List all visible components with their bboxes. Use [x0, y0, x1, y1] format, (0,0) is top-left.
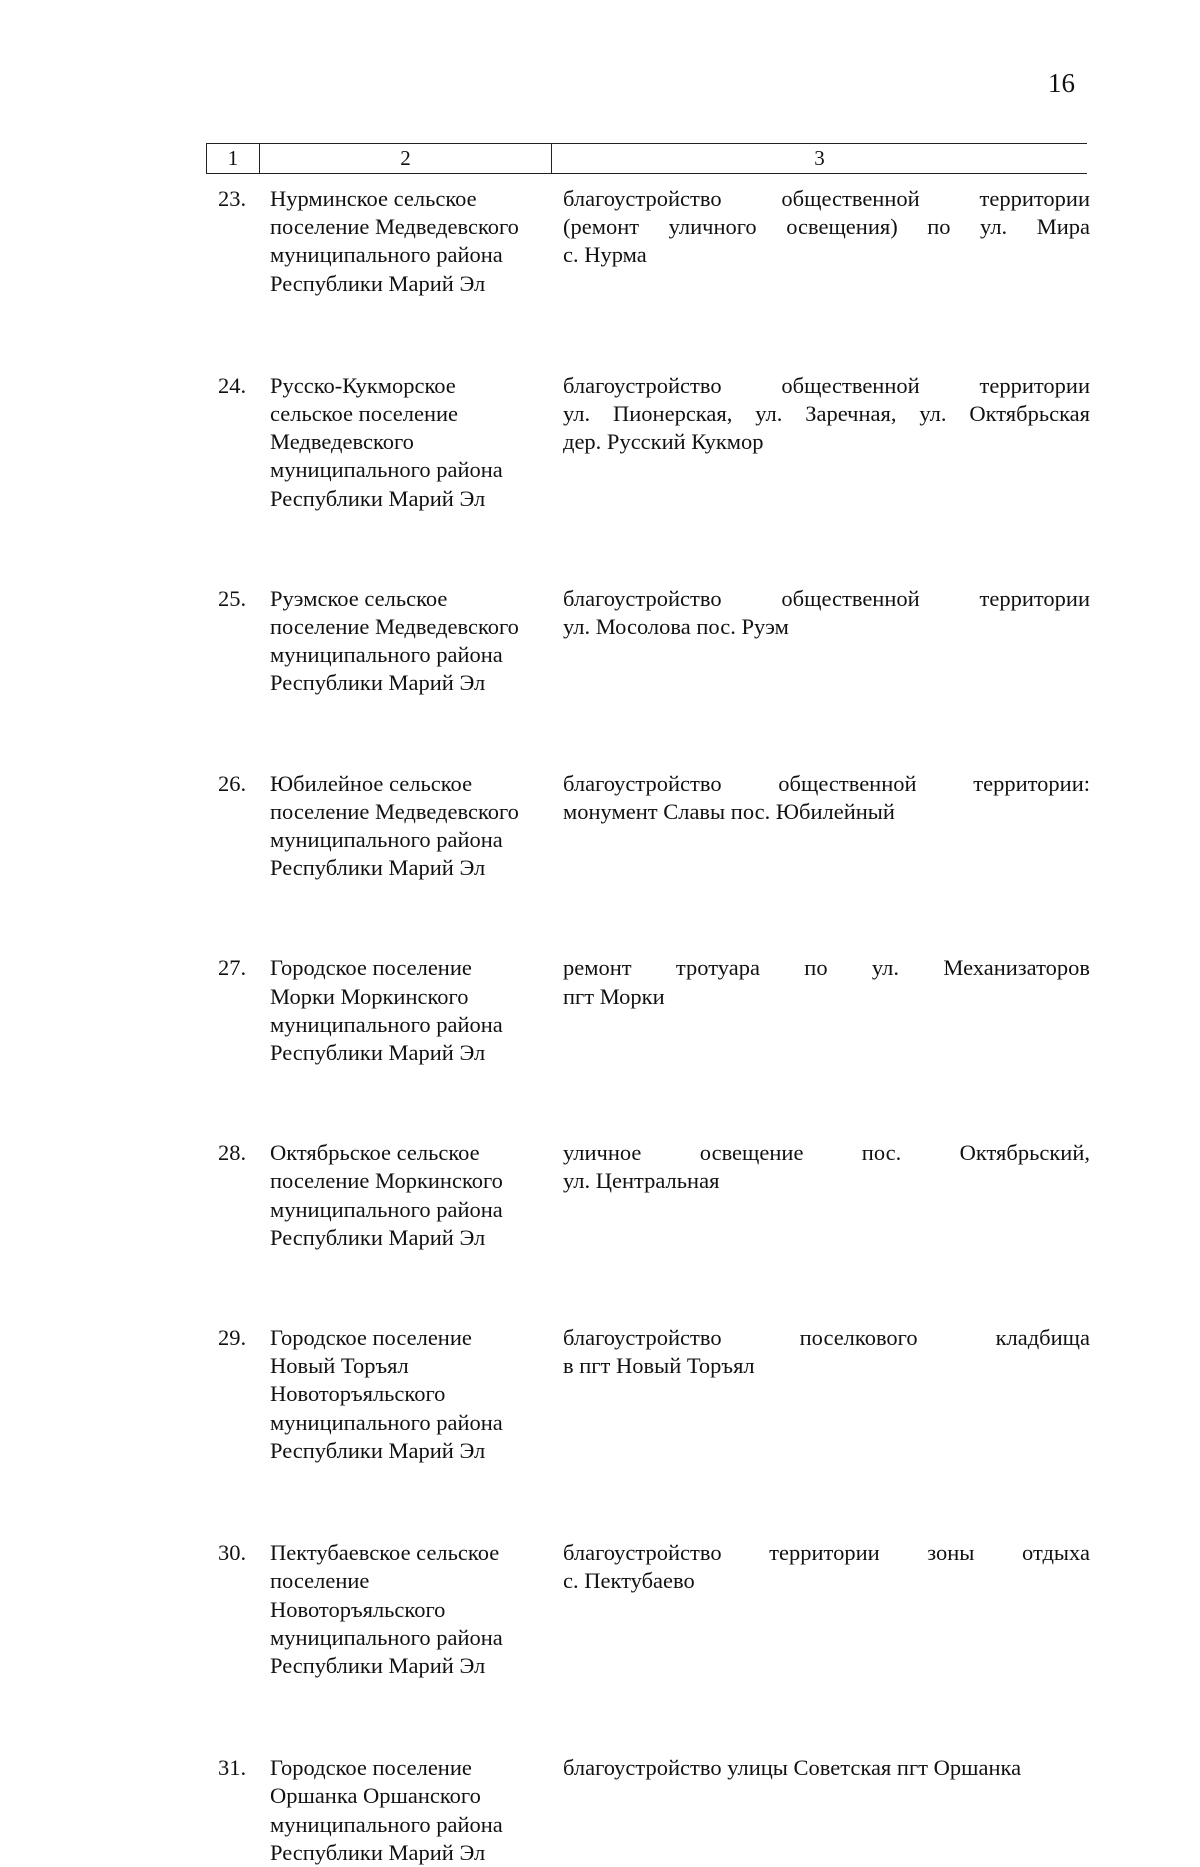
table-header: [206, 143, 1087, 174]
project-description-line: дер. Русский Кукмор: [563, 429, 764, 455]
settlement-name-line: Республики Марий Эл: [270, 270, 486, 296]
settlement-name-line: Городское поселение: [270, 955, 472, 981]
settlement-name-line: Городское поселение: [270, 1755, 472, 1781]
settlement-name: [258, 372, 549, 513]
project-description: [549, 585, 1090, 698]
project-description-line: с. Нурма: [563, 242, 647, 268]
settlement-name-line: поселение Медведевского: [270, 798, 519, 824]
project-description: [549, 1324, 1090, 1465]
settlement-name-line: муниципального района: [270, 1196, 503, 1222]
project-description-line: благоустройство общественной территории:: [563, 770, 1090, 796]
row-number: 25.: [218, 585, 247, 611]
project-description-line: (ремонт уличного освещения) по ул. Мира: [563, 214, 1090, 240]
row-number: 31.: [218, 1755, 247, 1781]
project-description: [549, 1539, 1090, 1680]
project-description: [549, 1139, 1090, 1252]
settlement-name-line: Октябрьское сельское: [270, 1140, 480, 1166]
row-number: 27.: [218, 955, 247, 981]
row-number: 30.: [218, 1540, 247, 1566]
project-description-line: монумент Славы пос. Юбилейный: [563, 798, 895, 824]
settlement-name-line: муниципального района: [270, 827, 503, 853]
settlement-name: [258, 185, 549, 298]
settlement-name-line: Республики Марий Эл: [270, 855, 486, 881]
table-row: [206, 770, 1090, 883]
project-description-line: с. Пектубаево: [563, 1568, 695, 1594]
row-number: 26.: [218, 770, 247, 796]
settlement-name-line: Новый Торъял: [270, 1353, 409, 1379]
header-col-2: 2: [260, 144, 552, 173]
settlement-name-line: Оршанка Оршанского: [270, 1783, 481, 1809]
settlement-name-line: муниципального района: [270, 1811, 503, 1837]
row-number: 29.: [218, 1325, 247, 1351]
project-description: [549, 372, 1090, 513]
settlement-name-line: поселение Медведевского: [270, 214, 519, 240]
page-number: 16: [1048, 68, 1075, 98]
project-description-line: ул. Центральная: [563, 1168, 720, 1194]
settlement-name: [258, 585, 549, 698]
project-description-line: благоустройство улицы Советская пгт Оршанка: [563, 1755, 1022, 1781]
settlement-name-line: Республики Марий Эл: [270, 1040, 486, 1066]
table-body: [206, 185, 1090, 1867]
row-number: 28.: [218, 1140, 247, 1166]
settlement-name-line: Новоторъяльского: [270, 1381, 446, 1407]
header-col-3: 3: [814, 146, 825, 170]
settlement-name: [258, 954, 549, 1067]
settlement-name: [258, 1539, 549, 1680]
table-row: [206, 372, 1090, 513]
settlement-name-line: муниципального района: [270, 1011, 503, 1037]
project-description-line: пгт Морки: [563, 983, 665, 1009]
settlement-name-line: Республики Марий Эл: [270, 1224, 486, 1250]
project-description: [549, 1754, 1090, 1867]
table-row: [206, 1139, 1090, 1252]
settlement-name: [258, 1324, 549, 1465]
project-description-line: благоустройство поселкового кладбища: [563, 1325, 1090, 1351]
project-description-line: благоустройство общественной территории: [563, 372, 1090, 398]
settlement-name-line: Пектубаевское сельское: [270, 1540, 500, 1566]
project-description-line: ремонт тротуара по ул. Механизаторов: [563, 955, 1090, 981]
settlement-name-line: Медведевского: [270, 429, 414, 455]
table-row: [206, 1324, 1090, 1465]
settlement-name-line: Республики Марий Эл: [270, 1437, 486, 1463]
settlement-name-line: поселение Медведевского: [270, 614, 519, 640]
settlement-name-line: муниципального района: [270, 642, 503, 668]
settlement-name-line: поселение: [270, 1568, 370, 1594]
settlement-name: [258, 1754, 549, 1867]
settlement-name-line: муниципального района: [270, 1624, 503, 1650]
row-number: 23.: [218, 186, 247, 211]
settlement-name-line: муниципального района: [270, 1409, 503, 1435]
project-description-line: уличное освещение пос. Октябрьский,: [563, 1140, 1090, 1166]
settlement-name-line: Русско-Кукморское: [270, 372, 456, 398]
table-row: [206, 1754, 1090, 1867]
settlement-name-line: Руэмское сельское: [270, 585, 448, 611]
settlement-name-line: Нурминское сельское: [270, 186, 477, 211]
project-description-line: ул. Мосолова пос. Руэм: [563, 614, 789, 640]
project-description-line: ул. Пионерская, ул. Заречная, ул. Октябрьская: [563, 401, 1090, 427]
settlement-name: [258, 770, 549, 883]
project-description-line: благоустройство общественной территории: [563, 186, 1090, 211]
settlement-name-line: муниципального района: [270, 457, 503, 483]
project-description-line: в пгт Новый Торъял: [563, 1353, 755, 1379]
header-col-1: 1: [207, 144, 260, 173]
settlement-name-line: Республики Марий Эл: [270, 670, 486, 696]
settlement-name-line: Юбилейное сельское: [270, 770, 473, 796]
table-row: [206, 185, 1090, 298]
settlement-name-line: сельское поселение: [270, 401, 459, 427]
settlement-name-line: Новоторъяльского: [270, 1596, 446, 1622]
project-description-line: благоустройство территории зоны отдыха: [563, 1540, 1090, 1566]
settlement-name-line: Республики Марий Эл: [270, 485, 486, 511]
settlement-name-line: поселение Моркинского: [270, 1168, 503, 1194]
project-description: [549, 954, 1090, 1067]
settlement-name-line: Республики Марий Эл: [270, 1839, 486, 1865]
project-description: [549, 185, 1090, 298]
settlement-name: [258, 1139, 549, 1252]
project-description-line: благоустройство общественной территории: [563, 585, 1090, 611]
row-number: 24.: [218, 372, 247, 398]
settlement-name-line: Морки Моркинского: [270, 983, 469, 1009]
settlement-name-line: Республики Марий Эл: [270, 1652, 486, 1678]
project-description: [549, 770, 1090, 883]
table-row: [206, 954, 1090, 1067]
settlement-name-line: муниципального района: [270, 242, 503, 268]
table-row: [206, 585, 1090, 698]
table-row: [206, 1539, 1090, 1680]
settlement-name-line: Городское поселение: [270, 1325, 472, 1351]
